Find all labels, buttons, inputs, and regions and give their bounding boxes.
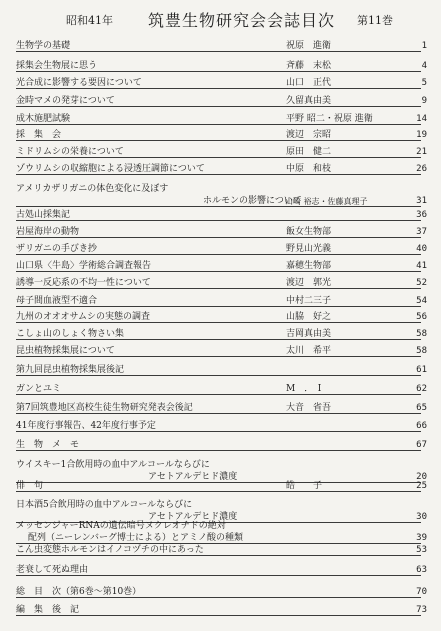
entry-title: 採集会生物展に思う — [16, 61, 98, 71]
entry-title: ザリガニの手びき抄 — [16, 244, 97, 254]
entry-author: 渡辺 郭光 — [286, 278, 332, 288]
entry-title: ウイスキー1合飲用時の血中アルコールならびに — [16, 460, 210, 470]
header-volume: 第11巻 — [357, 14, 393, 27]
entry-title: 生物学の基礎 — [16, 41, 71, 51]
entry-title-continued: アセトアルデヒド濃度 — [148, 512, 238, 522]
entry-title: 九州のオオオサムシの実態の調査 — [16, 312, 151, 322]
entry-author: 山脇 好之 — [286, 312, 332, 322]
entry-page: 19 — [416, 130, 427, 140]
entry-page: 20 — [416, 472, 427, 482]
entry-title: 金時マメの発芽について — [16, 96, 115, 106]
entry-page: 54 — [416, 296, 427, 306]
leader-line — [16, 51, 421, 52]
entry-title: 第7回筑豊地区高校生徒生物研究発表会後記 — [16, 403, 193, 413]
leader-line — [16, 106, 421, 107]
entry-author: M ． I — [286, 384, 322, 394]
leader-line — [16, 356, 421, 357]
entry-title: メッセンジャーRNAの遺伝暗号ヌクレオチドの絶対 — [16, 521, 226, 531]
entry-title: 山口県〈牛島〉学術総合調査報告 — [16, 261, 152, 271]
leader-line — [16, 597, 421, 598]
entry-page: 36 — [416, 210, 427, 220]
entry-page: 41 — [416, 261, 427, 271]
entry-page: 26 — [416, 164, 427, 174]
entry-title: 岩屋海岸の動物 — [16, 227, 80, 237]
leader-line — [16, 140, 421, 141]
entry-title: 誘導一反応系の不均一性について — [16, 278, 151, 288]
entry-page: 53 — [416, 545, 427, 555]
entry-title: アメリカザリガニの体色変化に及ぼす — [16, 184, 169, 194]
leader-line — [16, 339, 421, 340]
leader-line — [16, 413, 421, 414]
entry-page: 31 — [416, 196, 427, 206]
entry-page: 63 — [416, 565, 427, 575]
leader-line — [16, 157, 421, 158]
entry-title: ガンとユミ — [16, 384, 62, 394]
entry-author: 渡辺 宗昭 — [286, 130, 332, 140]
header-era: 昭和41年 — [66, 14, 113, 27]
leader-line — [16, 543, 421, 544]
entry-page: 4 — [421, 61, 427, 71]
entry-page: 1 — [421, 41, 427, 51]
entry-author: 原田 健二 — [286, 147, 332, 157]
entry-page: 62 — [416, 384, 427, 394]
entry-title: ゾウリムシの収縮胞による浸透圧調節について — [16, 164, 205, 174]
entry-author: 皓 子 — [286, 481, 323, 491]
entry-author: 大音 省吾 — [286, 403, 332, 413]
leader-line — [16, 174, 421, 175]
entry-page: 56 — [416, 312, 427, 322]
entry-title: 昆虫植物採集展について — [16, 346, 115, 356]
entry-author: 山口 正代 — [286, 78, 332, 88]
leader-line — [16, 306, 421, 307]
leader-line — [16, 88, 421, 89]
entry-title: ミドリムシの栄養について — [16, 147, 124, 157]
entry-title: こしょ山のしょく物さい集 — [16, 329, 125, 339]
leader-line — [16, 322, 421, 323]
page-title: 筑豊生物研究会会誌目次 — [148, 11, 336, 30]
entry-page: 58 — [416, 346, 427, 356]
entry-title-continued: アセトアルデヒド濃度 — [148, 472, 238, 482]
leader-line — [16, 555, 421, 556]
entry-title-continued: ホルモンの影響について — [203, 196, 302, 206]
entry-author: 平野 昭二・祝原 進衛 — [286, 114, 373, 124]
leader-line — [16, 254, 421, 255]
entry-page: 39 — [416, 533, 427, 543]
leader-line — [16, 615, 421, 616]
entry-title: 成木施肥試験 — [16, 114, 71, 124]
leader-line — [16, 206, 421, 207]
entry-page: 14 — [416, 114, 427, 124]
leader-line — [16, 237, 421, 238]
entry-author: 吉岡真由美 — [286, 329, 332, 339]
leader-line — [16, 450, 421, 451]
entry-title: 老衰して死ぬ理由 — [16, 565, 89, 575]
entry-page: 9 — [421, 96, 427, 106]
entry-title: 光合成に影響する要因について — [16, 78, 142, 88]
entry-author: 飯女生物部 — [286, 227, 332, 237]
leader-line — [16, 482, 421, 483]
entry-author: 祝原 進衛 — [286, 41, 332, 51]
entry-page: 70 — [416, 587, 427, 597]
entry-title: 母子間血液型不適合 — [16, 296, 98, 306]
leader-line — [16, 431, 421, 432]
leader-line — [16, 220, 421, 221]
entry-title: 41年度行事報告、42年度行事予定 — [16, 421, 156, 431]
entry-title: 古処山採集記 — [16, 210, 71, 220]
entry-title: 日本酒5合飲用時の血中アルコールならびに — [16, 500, 193, 510]
entry-page: 25 — [416, 481, 427, 491]
entry-title: 総 目 次（第6巻〜第10巻） — [16, 587, 142, 597]
entry-title: こん虫変態ホルモンはイノコヅチの中にあった — [16, 545, 204, 555]
leader-line — [16, 288, 421, 289]
leader-line — [16, 394, 421, 395]
entry-title: 俳 句 — [16, 481, 44, 491]
entry-page: 40 — [416, 244, 427, 254]
entry-title-continued: 配列（ニーレンバーグ博士による）とアミノ酸の種類 — [28, 533, 243, 543]
leader-line — [16, 575, 421, 576]
entry-page: 30 — [416, 512, 427, 522]
entry-page: 73 — [416, 605, 427, 615]
entry-page: 65 — [416, 403, 427, 413]
entry-author: 山崎 裕志・佐藤真理子 — [285, 197, 368, 206]
entry-author: 中原 和枝 — [286, 164, 332, 174]
entry-page: 52 — [416, 278, 427, 288]
leader-line — [16, 375, 421, 376]
entry-title: 生 物 メ モ — [16, 440, 80, 450]
entry-page: 58 — [416, 329, 427, 339]
entry-title: 第九回昆虫植物採集展後記 — [16, 365, 125, 375]
entry-author: 中村二三子 — [286, 296, 332, 306]
entry-page: 61 — [416, 365, 427, 375]
entry-title: 採 集 会 — [16, 130, 62, 140]
entry-author: 斉藤 末松 — [286, 61, 332, 71]
entry-page: 37 — [416, 227, 427, 237]
leader-line — [16, 271, 421, 272]
entry-page: 5 — [421, 78, 427, 88]
entry-page: 66 — [416, 421, 427, 431]
entry-page: 67 — [416, 440, 427, 450]
entry-title: 編 集 後 記 — [16, 605, 80, 615]
entry-author: 久留真由美 — [286, 96, 332, 106]
entry-page: 21 — [416, 147, 427, 157]
entry-author: 太川 希平 — [286, 346, 332, 356]
entry-author: 野見山光義 — [286, 244, 332, 254]
leader-line — [16, 71, 421, 72]
leader-line — [16, 124, 421, 125]
header — [0, 8, 441, 30]
leader-line — [16, 491, 421, 492]
entry-author: 嘉穂生物部 — [286, 261, 332, 271]
